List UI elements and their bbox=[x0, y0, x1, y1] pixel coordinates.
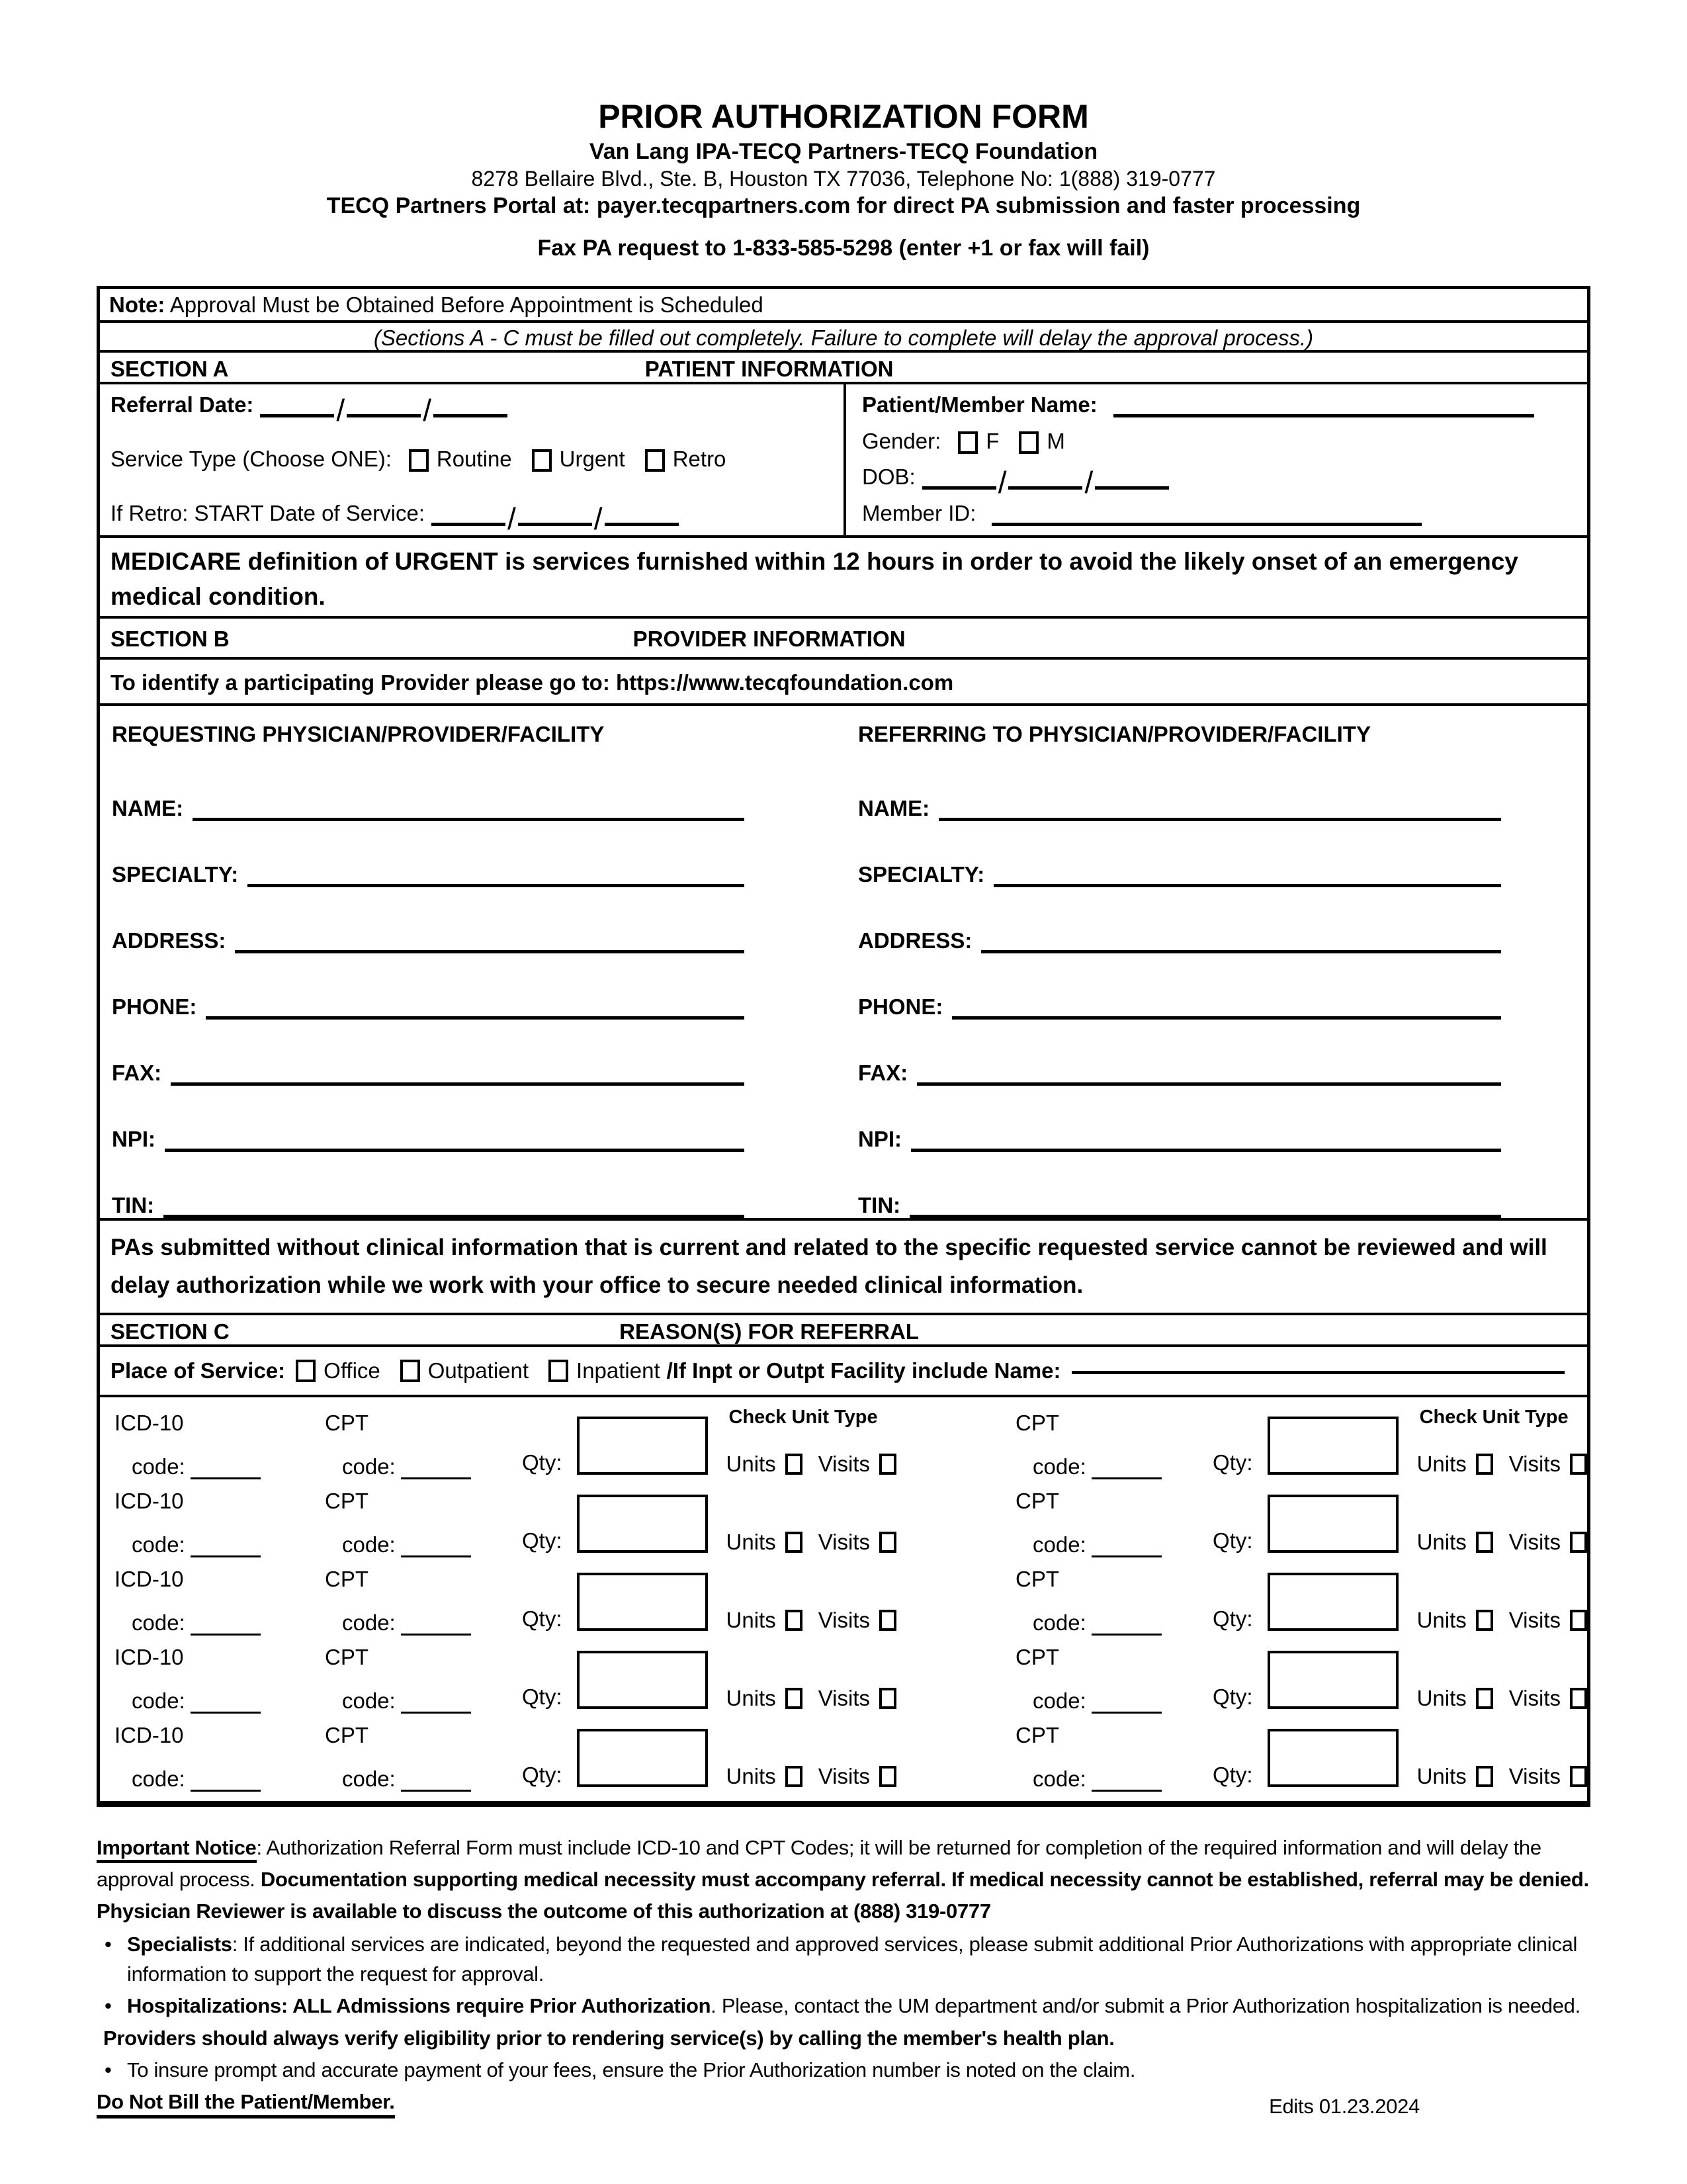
section-b-header bbox=[100, 616, 1587, 657]
visits-label: Visits bbox=[1508, 1686, 1561, 1710]
gender-m-label: M bbox=[1047, 428, 1065, 453]
requesting-provider-column bbox=[100, 722, 844, 1218]
patient-name-field[interactable] bbox=[1113, 400, 1534, 417]
referring-fax-line: FAX: bbox=[858, 1020, 1501, 1086]
requesting-name-field[interactable] bbox=[193, 804, 744, 821]
edits-date: Edits 01.23.2024 bbox=[1269, 2095, 1420, 2118]
page-title: PRIOR AUTHORIZATION FORM bbox=[598, 98, 1089, 135]
facility-name-field[interactable] bbox=[1072, 1357, 1565, 1374]
hospitalizations-text: . Please, contact the UM department and/or submit a Prior Authorization hospitalization is needed. bbox=[711, 1994, 1580, 2017]
qty-box[interactable] bbox=[1268, 1417, 1399, 1475]
requesting-fax-line: FAX: bbox=[112, 1020, 744, 1086]
provider-information-row bbox=[100, 703, 1587, 1218]
patient-right-column bbox=[844, 384, 1587, 535]
qty-box[interactable] bbox=[577, 1417, 708, 1475]
requesting-specialty-line: SPECIALTY: bbox=[112, 821, 744, 887]
units-label: Units bbox=[726, 1764, 776, 1788]
outpatient-option-label: Outpatient bbox=[427, 1358, 529, 1383]
service-type-label: Service Type (Choose ONE): bbox=[110, 447, 392, 471]
units-checkbox[interactable] bbox=[1476, 1532, 1493, 1553]
icd10-label: ICD-10 bbox=[114, 1645, 184, 1669]
visits-label: Visits bbox=[1508, 1608, 1561, 1632]
requesting-tin-field[interactable] bbox=[163, 1201, 744, 1218]
important-notice-bold-text: Documentation supporting medical necessity must accompany referral. If medical necessity cannot be established, referral may be denied. Physician Reviewer is available to discuss the outcome of this authorization at (888) 319-0777 bbox=[97, 1868, 1589, 1923]
cpt-label: CPT bbox=[1016, 1723, 1060, 1747]
gender-line bbox=[862, 429, 1574, 454]
service-type-line bbox=[110, 447, 830, 472]
dob-label: DOB: bbox=[862, 464, 916, 490]
referral-date-day-field[interactable] bbox=[347, 399, 421, 417]
code-row-5: ICD-10 code: CPT code: Qty: Units Visits CPT code: Qty: Units Visits bbox=[114, 1719, 1587, 1797]
units-label: Units bbox=[726, 1530, 776, 1554]
cpt-label: CPT bbox=[325, 1723, 368, 1747]
code-row-4: ICD-10 code: CPT code: Qty: Units Visits CPT code: Qty: Units Visits bbox=[114, 1641, 1587, 1719]
visits-checkbox[interactable] bbox=[879, 1610, 896, 1631]
footer-notices bbox=[97, 1832, 1590, 2118]
visits-checkbox[interactable] bbox=[1570, 1688, 1587, 1709]
referring-provider-column bbox=[844, 722, 1587, 1218]
retro-start-day-field[interactable] bbox=[518, 507, 592, 526]
referring-provider-header: REFERRING TO PHYSICIAN/PROVIDER/FACILITY bbox=[858, 722, 1371, 746]
visits-checkbox[interactable] bbox=[879, 1454, 896, 1475]
cpt-label: CPT bbox=[325, 1489, 368, 1513]
icd10-code-field[interactable] bbox=[191, 1463, 261, 1479]
member-id-field[interactable] bbox=[992, 509, 1422, 526]
qty-box[interactable] bbox=[577, 1495, 708, 1553]
requesting-name-line: NAME: bbox=[112, 755, 744, 821]
fax-note: Fax PA request to 1-833-585-5298 (enter +1 or fax will fail) bbox=[537, 236, 1150, 261]
requesting-npi-field[interactable] bbox=[165, 1135, 744, 1152]
referring-phone-field[interactable] bbox=[952, 1002, 1501, 1020]
referring-name-line: NAME: bbox=[858, 755, 1501, 821]
hospitalizations-bullet: • Hospitalizations: ALL Admissions require Prior Authorization. Please, contact the UM department and/or submit a Prior Authorization hospitalization is needed. bbox=[105, 1994, 1580, 2017]
retro-start-year-field[interactable] bbox=[605, 507, 679, 526]
icd10-code-field[interactable] bbox=[191, 1542, 261, 1557]
icd10-code-field[interactable] bbox=[191, 1776, 261, 1792]
icd10-code-field[interactable] bbox=[191, 1698, 261, 1714]
referring-address-field[interactable] bbox=[981, 936, 1501, 953]
icd10-label: ICD-10 bbox=[114, 1723, 184, 1747]
footer-last-line bbox=[97, 2090, 1590, 2118]
requesting-phone-field[interactable] bbox=[206, 1002, 744, 1020]
cpt-label: CPT bbox=[1016, 1489, 1060, 1513]
office-checkbox[interactable] bbox=[296, 1360, 316, 1382]
referring-specialty-line: SPECIALTY: bbox=[858, 821, 1501, 887]
referring-fax-field[interactable] bbox=[917, 1069, 1501, 1086]
visits-checkbox[interactable] bbox=[879, 1532, 896, 1553]
retro-checkbox[interactable] bbox=[645, 449, 665, 472]
cpt-code-field[interactable] bbox=[1092, 1463, 1162, 1479]
units-checkbox[interactable] bbox=[1476, 1454, 1493, 1475]
dob-day-field[interactable] bbox=[1008, 471, 1082, 490]
dob-month-field[interactable] bbox=[922, 471, 996, 490]
inpatient-option-label: Inpatient bbox=[576, 1358, 660, 1383]
important-notice-text: : Authorization Referral Form must include ICD-10 and CPT Codes; it will be returned for completion of the required information and will delay the approval process. bbox=[97, 1836, 1541, 1891]
qty-label: Qty: bbox=[1213, 1450, 1253, 1475]
cpt-code-field[interactable] bbox=[1092, 1620, 1162, 1636]
qty-label: Qty: bbox=[1213, 1606, 1253, 1631]
hospitalizations-label: Hospitalizations: ALL Admissions require Prior Authorization bbox=[127, 1994, 711, 2017]
visits-label: Visits bbox=[818, 1530, 870, 1554]
member-id-label: Member ID: bbox=[862, 500, 976, 525]
gender-m-checkbox[interactable] bbox=[1019, 431, 1039, 454]
referring-npi-field[interactable] bbox=[911, 1135, 1501, 1152]
retro-start-date-label: If Retro: START Date of Service: bbox=[110, 501, 425, 525]
requesting-specialty-field[interactable] bbox=[247, 870, 744, 887]
section-c-title: REASON(S) FOR REFERRAL bbox=[619, 1319, 920, 1344]
cpt-label: CPT bbox=[1016, 1411, 1060, 1435]
section-c-header bbox=[100, 1313, 1587, 1344]
patient-information-row bbox=[100, 382, 1587, 535]
units-label: Units bbox=[726, 1686, 776, 1710]
units-label: Units bbox=[1416, 1686, 1467, 1710]
units-checkbox[interactable] bbox=[785, 1532, 802, 1553]
note-row bbox=[100, 289, 1587, 320]
qty-box[interactable] bbox=[577, 1573, 708, 1631]
requesting-fax-field[interactable] bbox=[171, 1069, 744, 1086]
requesting-provider-header: REQUESTING PHYSICIAN/PROVIDER/FACILITY bbox=[112, 722, 605, 746]
portal-note: TECQ Partners Portal at: payer.tecqpartners.com for direct PA submission and faster processing bbox=[326, 193, 1361, 218]
qty-label: Qty: bbox=[522, 1684, 562, 1709]
icd10-code-field[interactable] bbox=[191, 1620, 261, 1636]
qty-label: Qty: bbox=[522, 1528, 562, 1553]
qty-box[interactable] bbox=[1268, 1495, 1399, 1553]
visits-checkbox[interactable] bbox=[1570, 1610, 1587, 1631]
note-label: Note: bbox=[109, 292, 165, 317]
cpt-label: CPT bbox=[325, 1645, 368, 1669]
code-row-1: ICD-10 code: CPT code: Qty: Check Unit Type Units Visits CPT code: Qty: Check Unit Type Units Visits bbox=[114, 1407, 1587, 1485]
medicare-urgent-definition: MEDICARE definition of URGENT is services furnished within 12 hours in order to avoid the likely onset of an emergency medical condition. bbox=[100, 535, 1587, 616]
patient-name-line bbox=[862, 392, 1574, 417]
cpt-code-field[interactable] bbox=[401, 1620, 471, 1636]
verify-eligibility-note: Providers should always verify eligibility prior to rendering service(s) by calling the member's health plan. bbox=[103, 2027, 1115, 2050]
requesting-phone-line: PHONE: bbox=[112, 953, 744, 1020]
place-of-service-row bbox=[100, 1344, 1587, 1395]
icd10-label: ICD-10 bbox=[114, 1489, 184, 1513]
cpt-code-field[interactable] bbox=[1092, 1776, 1162, 1792]
visits-label: Visits bbox=[1508, 1764, 1561, 1788]
visits-label: Visits bbox=[818, 1608, 870, 1632]
requesting-tin-line: TIN: bbox=[112, 1152, 744, 1218]
units-label: Units bbox=[726, 1452, 776, 1476]
units-label: Units bbox=[1416, 1530, 1467, 1554]
referring-address-line: ADDRESS: bbox=[858, 887, 1501, 953]
retro-start-date-line: If Retro: START Date of Service: / / bbox=[110, 501, 830, 526]
codes-grid bbox=[100, 1395, 1587, 1801]
qty-box[interactable] bbox=[1268, 1573, 1399, 1631]
visits-checkbox[interactable] bbox=[1570, 1532, 1587, 1553]
retro-option-label: Retro bbox=[672, 447, 726, 471]
visits-label: Visits bbox=[818, 1764, 870, 1788]
patient-name-label: Patient/Member Name: bbox=[862, 392, 1098, 417]
units-checkbox[interactable] bbox=[785, 1610, 802, 1631]
code-row-2: ICD-10 code: CPT code: Qty: Units Visits CPT code: Qty: Units Visits bbox=[114, 1485, 1587, 1563]
cpt-code-field[interactable] bbox=[1092, 1698, 1162, 1714]
units-label: Units bbox=[1416, 1764, 1467, 1788]
cpt-code-field[interactable] bbox=[401, 1698, 471, 1714]
units-checkbox[interactable] bbox=[1476, 1610, 1493, 1631]
units-checkbox[interactable] bbox=[785, 1688, 802, 1709]
routine-checkbox[interactable] bbox=[409, 449, 429, 472]
qty-label: Qty: bbox=[522, 1450, 562, 1475]
referring-npi-line: NPI: bbox=[858, 1086, 1501, 1152]
code-row-3: ICD-10 code: CPT code: Qty: Units Visits CPT code: Qty: Units Visits bbox=[114, 1563, 1587, 1641]
cpt-label: CPT bbox=[1016, 1567, 1060, 1591]
inpatient-checkbox[interactable] bbox=[548, 1360, 568, 1382]
dob-line: DOB: / / bbox=[862, 464, 1574, 490]
requesting-npi-line: NPI: bbox=[112, 1086, 744, 1152]
visits-label: Visits bbox=[1508, 1452, 1561, 1476]
visits-checkbox[interactable] bbox=[879, 1766, 896, 1787]
referral-date-label: Referral Date: bbox=[110, 392, 254, 417]
section-b-title: PROVIDER INFORMATION bbox=[632, 627, 906, 651]
organization-name: Van Lang IPA-TECQ Partners-TECQ Foundation bbox=[589, 139, 1098, 164]
referral-date-line: Referral Date: / / bbox=[110, 392, 830, 417]
pas-clinical-note: PAs submitted without clinical information that is current and related to the specific requested service cannot be reviewed and will delay authorization while we work with your office to secure needed clinical information. bbox=[100, 1218, 1587, 1313]
gender-label: Gender: bbox=[862, 428, 941, 453]
section-a-header bbox=[100, 350, 1587, 382]
requesting-address-line: ADDRESS: bbox=[112, 887, 744, 953]
gender-f-label: F bbox=[986, 428, 1000, 453]
referral-date-month-field[interactable] bbox=[260, 399, 334, 417]
referring-tin-field[interactable] bbox=[910, 1201, 1501, 1218]
qty-box[interactable] bbox=[1268, 1729, 1399, 1787]
organization-address: 8278 Bellaire Blvd., Ste. B, Houston TX 77036, Telephone No: 1(888) 319-0777 bbox=[471, 167, 1216, 191]
icd10-label: ICD-10 bbox=[114, 1567, 184, 1591]
qty-label: Qty: bbox=[1213, 1528, 1253, 1553]
units-checkbox[interactable] bbox=[1476, 1688, 1493, 1709]
requesting-address-field[interactable] bbox=[235, 936, 744, 953]
office-option-label: Office bbox=[324, 1358, 380, 1383]
referring-name-field[interactable] bbox=[939, 804, 1501, 821]
cpt-code-field[interactable] bbox=[401, 1776, 471, 1792]
qty-label: Qty: bbox=[1213, 1684, 1253, 1709]
prompt-payment-bullet: • To insure prompt and accurate payment of your fees, ensure the Prior Authorization number is noted on the claim. bbox=[97, 2055, 1590, 2085]
urgent-checkbox[interactable] bbox=[532, 449, 552, 472]
units-label: Units bbox=[1416, 1452, 1467, 1476]
units-checkbox[interactable] bbox=[785, 1454, 802, 1475]
units-label: Units bbox=[1416, 1608, 1467, 1632]
referring-phone-line: PHONE: bbox=[858, 953, 1501, 1020]
section-c-label: SECTION C bbox=[110, 1319, 230, 1344]
do-not-bill-note: Do Not Bill the Patient/Member. bbox=[97, 2090, 395, 2118]
urgent-option-label: Urgent bbox=[559, 447, 625, 471]
prompt-payment-text: To insure prompt and accurate payment of your fees, ensure the Prior Authorization number is noted on the claim. bbox=[127, 2058, 1136, 2081]
gender-f-checkbox[interactable] bbox=[958, 431, 978, 454]
visits-label: Visits bbox=[818, 1686, 870, 1710]
section-b-label: SECTION B bbox=[110, 627, 230, 651]
units-label: Units bbox=[726, 1608, 776, 1632]
section-a-label: SECTION A bbox=[110, 357, 229, 381]
cpt-code-field[interactable] bbox=[401, 1463, 471, 1479]
routine-option-label: Routine bbox=[436, 447, 512, 471]
member-id-line bbox=[862, 501, 1574, 526]
referral-date-year-field[interactable] bbox=[433, 399, 507, 417]
cpt-label: CPT bbox=[325, 1567, 368, 1591]
instructions-row: (Sections A - C must be filled out completely. Failure to complete will delay the approval process.) bbox=[100, 320, 1587, 350]
icd10-label: ICD-10 bbox=[114, 1411, 184, 1435]
cpt-code-field[interactable] bbox=[401, 1542, 471, 1557]
patient-left-column bbox=[100, 384, 844, 535]
retro-start-month-field[interactable] bbox=[431, 507, 505, 526]
cpt-label: CPT bbox=[325, 1411, 368, 1435]
specialists-label: Specialists bbox=[127, 1933, 232, 1956]
qty-box[interactable] bbox=[577, 1651, 708, 1709]
visits-label: Visits bbox=[1508, 1530, 1561, 1554]
visits-label: Visits bbox=[818, 1452, 870, 1476]
visits-checkbox[interactable] bbox=[1570, 1454, 1587, 1475]
dob-year-field[interactable] bbox=[1095, 471, 1169, 490]
check-unit-type-header: Check Unit Type bbox=[728, 1407, 878, 1428]
qty-box[interactable] bbox=[1268, 1651, 1399, 1709]
specialists-bullet: • Specialists: If additional services are indicated, beyond the requested and approved services, please submit additional Prior Authorizations with appropriate clinical information to support the request for approval. bbox=[105, 1933, 1578, 1986]
visits-checkbox[interactable] bbox=[879, 1688, 896, 1709]
cpt-code-field[interactable] bbox=[1092, 1542, 1162, 1557]
units-checkbox[interactable] bbox=[1476, 1766, 1493, 1787]
qty-label: Qty: bbox=[522, 1763, 562, 1787]
provider-finder-note: To identify a participating Provider please go to: https://www.tecqfoundation.com bbox=[100, 657, 1587, 703]
important-notice-label: Important Notice bbox=[97, 1836, 257, 1863]
section-a-title: PATIENT INFORMATION bbox=[644, 357, 894, 381]
cpt-label: CPT bbox=[1016, 1645, 1060, 1669]
units-checkbox[interactable] bbox=[785, 1766, 802, 1787]
note-text: Approval Must be Obtained Before Appointment is Scheduled bbox=[169, 292, 763, 317]
outpatient-checkbox[interactable] bbox=[400, 1360, 420, 1382]
referring-tin-line: TIN: bbox=[858, 1152, 1501, 1218]
form-header bbox=[0, 0, 1687, 262]
visits-checkbox[interactable] bbox=[1570, 1766, 1587, 1787]
facility-name-label: /If Inpt or Outpt Facility include Name: bbox=[666, 1358, 1061, 1383]
form-table bbox=[97, 286, 1590, 1807]
check-unit-type-header: Check Unit Type bbox=[1419, 1407, 1569, 1428]
specialists-text: : If additional services are indicated, beyond the requested and approved services, please submit additional Prior Authorizations with appropriate clinical information to support the request for approval. bbox=[127, 1933, 1578, 1986]
qty-label: Qty: bbox=[522, 1606, 562, 1631]
place-of-service-label: Place of Service: bbox=[110, 1358, 286, 1383]
important-notice-paragraph bbox=[97, 1832, 1590, 1927]
referring-specialty-field[interactable] bbox=[994, 870, 1501, 887]
qty-label: Qty: bbox=[1213, 1763, 1253, 1787]
qty-box[interactable] bbox=[577, 1729, 708, 1787]
